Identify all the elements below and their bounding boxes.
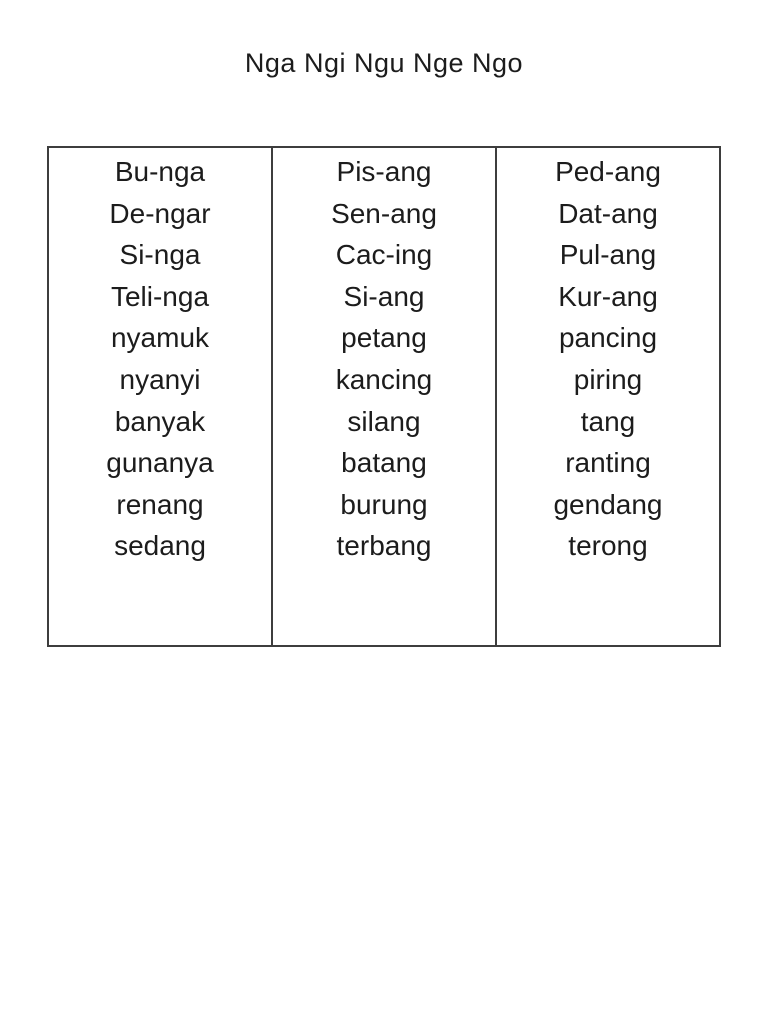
word-item: Sen-ang	[331, 197, 437, 229]
page-title: Nga Ngi Ngu Nge Ngo	[244, 48, 524, 78]
word-item: Ped-ang	[555, 156, 661, 187]
word-item: Bu-nga	[114, 156, 206, 187]
word-item: kancing	[335, 363, 433, 395]
word-item: silang	[347, 405, 421, 437]
word-item: piring	[573, 363, 643, 395]
word-item: Pul-ang	[559, 239, 657, 271]
word-table	[47, 146, 721, 647]
word-item: Dat-ang	[558, 197, 658, 229]
word-item: tang	[580, 405, 636, 437]
word-item: gunanya	[106, 447, 214, 479]
word-item: batang	[341, 447, 427, 479]
word-item: petang	[341, 322, 427, 354]
word-item: nyamuk	[110, 322, 210, 354]
word-item: Cac-ing	[335, 239, 433, 271]
word-item: sedang	[114, 530, 206, 562]
word-item: burung	[340, 488, 428, 520]
word-item: terbang	[336, 530, 432, 562]
word-item: De-ngar	[109, 197, 211, 229]
word-item: renang	[116, 488, 204, 520]
word-item: banyak	[114, 405, 206, 437]
word-item: Pis-ang	[336, 156, 432, 187]
word-item: Kur-ang	[558, 280, 658, 312]
word-item: gendang	[553, 488, 663, 520]
word-item: nyanyi	[119, 363, 201, 395]
word-column-2	[273, 148, 497, 645]
word-column-1	[49, 148, 273, 645]
word-item: pancing	[558, 322, 658, 354]
word-item: ranting	[565, 447, 651, 479]
word-column-3	[497, 148, 719, 645]
word-item: Si-nga	[119, 239, 201, 271]
word-item: Teli-nga	[110, 280, 210, 312]
word-item: Si-ang	[343, 280, 425, 312]
word-item: terong	[568, 530, 648, 562]
